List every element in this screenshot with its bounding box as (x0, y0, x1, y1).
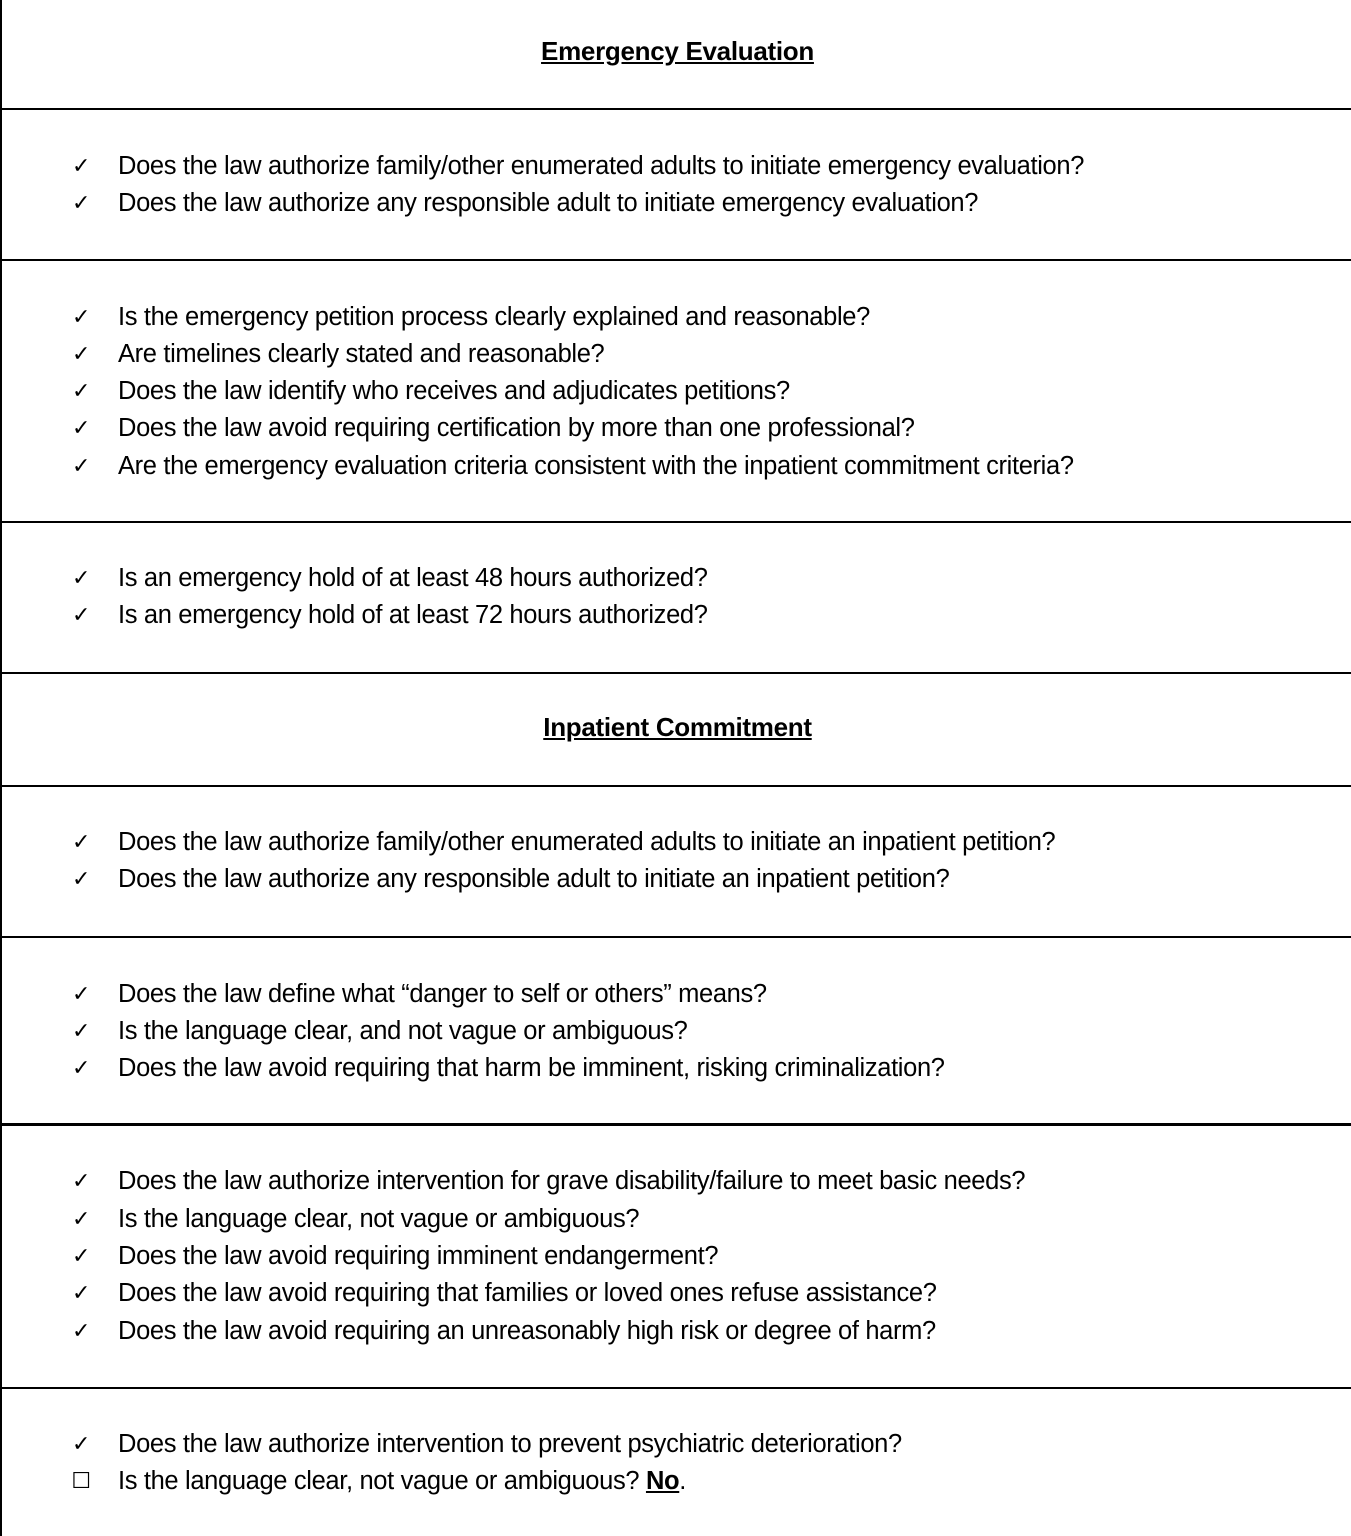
checklist-item-text: Is an emergency hold of at least 48 hours authorized? (118, 564, 708, 592)
checkmark-icon: ✓ (71, 1319, 91, 1344)
checklist-item-text: Does the law authorize any responsible adult to initiate emergency evaluation? (118, 189, 979, 217)
checkmark-icon: ✓ (71, 1169, 91, 1194)
checkmark-icon: ✓ (71, 379, 91, 404)
checklist-item (2, 1238, 1351, 1275)
section-heading-inpatient-commitment: Inpatient Commitment (543, 712, 812, 742)
criteria-group (2, 787, 1351, 938)
checklist-item (2, 1201, 1351, 1238)
checkmark-icon: ✓ (71, 416, 91, 441)
checklist-item-text: Is an emergency hold of at least 72 hours authorized? (118, 601, 708, 629)
checklist-item-text: Does the law define what “danger to self or others” means? (118, 980, 767, 1008)
checklist-item (2, 410, 1351, 447)
checklist-item (2, 1313, 1351, 1350)
checkmark-icon: ✓ (71, 830, 91, 855)
checklist-item-text: Is the emergency petition process clearly explained and reasonable? (118, 303, 870, 331)
checklist-item-text: Does the law authorize intervention for grave disability/failure to meet basic needs? (118, 1167, 1026, 1195)
checklist-item (2, 1426, 1351, 1463)
checklist-item-text: Is the language clear, and not vague or ambiguous? (118, 1017, 688, 1045)
checklist-item-text (118, 1463, 686, 1500)
checklist-item-text: Does the law identify who receives and adjudicates petitions? (118, 377, 790, 405)
criteria-group (2, 261, 1351, 523)
section-heading-emergency-evaluation: Emergency Evaluation (541, 36, 814, 66)
checklist-item (2, 373, 1351, 410)
checkmark-icon: ✓ (71, 154, 91, 179)
checklist-item (2, 448, 1351, 485)
checklist-item-text: Does the law avoid requiring that families or loved ones refuse assistance? (118, 1279, 937, 1307)
checklist-item-text: Does the law authorize family/other enumerated adults to initiate an inpatient petition? (118, 828, 1056, 856)
checklist-item-text: Does the law avoid requiring that harm be imminent, risking criminalization? (118, 1054, 945, 1082)
checklist-item (2, 1050, 1351, 1087)
checklist-item (2, 148, 1351, 185)
checklist-item-text: Are the emergency evaluation criteria consistent with the inpatient commitment criteria? (118, 452, 1074, 480)
checklist-item-text: Does the law authorize any responsible adult to initiate an inpatient petition? (118, 865, 950, 893)
checklist-item (2, 185, 1351, 222)
checkmark-icon: ✓ (71, 1432, 91, 1457)
checklist-item-text: Does the law authorize family/other enumerated adults to initiate emergency evaluation? (118, 152, 1085, 180)
section-heading-row (2, 674, 1351, 787)
checkmark-icon: ✓ (71, 603, 91, 628)
checkmark-icon: ✓ (71, 1244, 91, 1269)
criteria-group (2, 523, 1351, 674)
checkmark-icon: ✓ (71, 1019, 91, 1044)
question-text: Is the language clear, not vague or ambiguous? (118, 1467, 640, 1495)
checklist-item-text: Does the law avoid requiring certification by more than one professional? (118, 414, 915, 442)
checklist-item (2, 336, 1351, 373)
answer-suffix: . (679, 1467, 686, 1495)
checklist-item (2, 299, 1351, 336)
checkmark-icon: ✓ (71, 1056, 91, 1081)
answer-text: No (645, 1467, 680, 1495)
checklist-item (2, 976, 1351, 1013)
checklist-item (2, 597, 1351, 634)
criteria-group (2, 110, 1351, 261)
empty-checkbox-icon: ☐ (71, 1469, 91, 1494)
checklist-item-text: Are timelines clearly stated and reasonable? (118, 340, 605, 368)
checklist-item (2, 1013, 1351, 1050)
checkmark-icon: ✓ (71, 454, 91, 479)
checklist-item (2, 1275, 1351, 1312)
section-heading-row (2, 0, 1351, 110)
checklist-item (2, 1463, 1351, 1500)
checkmark-icon: ✓ (71, 305, 91, 330)
checkmark-icon: ✓ (71, 342, 91, 367)
checklist-item (2, 824, 1351, 861)
criteria-group (2, 1126, 1351, 1389)
checkmark-icon: ✓ (71, 1281, 91, 1306)
checkmark-icon: ✓ (71, 566, 91, 591)
checklist-item-text: Does the law authorize intervention to prevent psychiatric deterioration? (118, 1430, 902, 1458)
criteria-group (2, 938, 1351, 1126)
checkmark-icon: ✓ (71, 982, 91, 1007)
checklist-item-text: Is the language clear, not vague or ambiguous? (118, 1205, 640, 1233)
checklist-item (2, 1163, 1351, 1200)
criteria-group (2, 1389, 1351, 1536)
checklist-item (2, 560, 1351, 597)
checkmark-icon: ✓ (71, 1207, 91, 1232)
checkmark-icon: ✓ (71, 191, 91, 216)
checklist-item-text: Does the law avoid requiring imminent endangerment? (118, 1242, 719, 1270)
checklist-item-text: Does the law avoid requiring an unreasonably high risk or degree of harm? (118, 1317, 936, 1345)
checklist-item (2, 861, 1351, 898)
checkmark-icon: ✓ (71, 867, 91, 892)
